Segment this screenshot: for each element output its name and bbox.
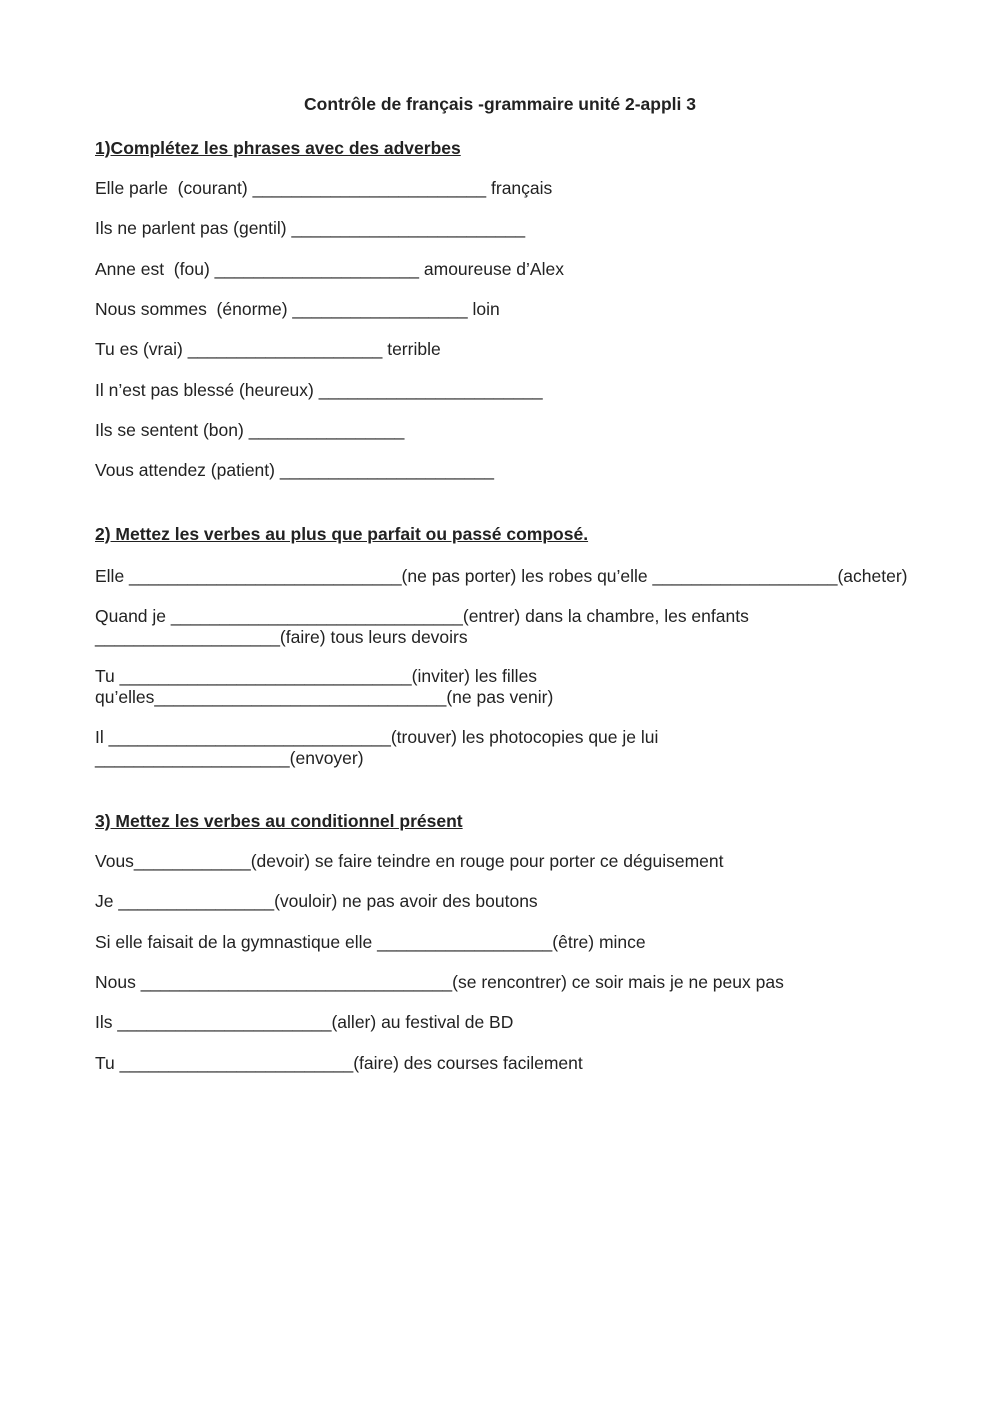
exercise-1-item-6: Il n’est pas blessé (heureux) _______________________	[95, 380, 543, 400]
exercise-1-item-1: Elle parle (courant) ________________________ français	[95, 178, 553, 198]
exercise-1-item-4: Nous sommes (énorme) __________________ loin	[95, 299, 500, 319]
exercise-2-item-4: Il _____________________________(trouver) les photocopies que je lui ____________________(envoyer)	[95, 727, 659, 768]
exercise-1-item-7: Ils se sentent (bon) ________________	[95, 420, 405, 440]
section-1-heading: 1)Complétez les phrases avec des adverbes	[95, 138, 461, 158]
exercise-3-item-3: Si elle faisait de la gymnastique elle __________________(être) mince	[95, 932, 646, 952]
exercise-3-item-1: Vous____________(devoir) se faire teindre en rouge pour porter ce déguisement	[95, 851, 724, 871]
exercise-3-item-6: Tu ________________________(faire) des courses facilement	[95, 1053, 583, 1073]
exercise-3-item-5: Ils ______________________(aller) au festival de BD	[95, 1012, 514, 1032]
exercise-2-item-1: Elle ____________________________(ne pas porter) les robes qu’elle ___________________(acheter)	[95, 566, 908, 586]
exercise-3-item-4: Nous ________________________________(se rencontrer) ce soir mais je ne peux pas	[95, 972, 784, 992]
exercise-1-item-5: Tu es (vrai) ____________________ terrible	[95, 339, 441, 359]
exercise-1-item-3: Anne est (fou) _____________________ amoureuse d’Alex	[95, 259, 564, 279]
exercise-2-item-2: Quand je ______________________________(entrer) dans la chambre, les enfants ___________________(faire) tous leurs devoirs	[95, 606, 749, 647]
section-2-heading: 2) Mettez les verbes au plus que parfait ou passé composé.	[95, 524, 589, 544]
exercise-1-item-2: Ils ne parlent pas (gentil) ________________________	[95, 218, 526, 238]
exercise-1-item-8: Vous attendez (patient) ______________________	[95, 460, 494, 480]
exercise-3-item-2: Je ________________(vouloir) ne pas avoir des boutons	[95, 891, 538, 911]
exercise-2-item-3: Tu ______________________________(inviter) les filles qu’elles______________________________(ne pas venir)	[95, 666, 554, 707]
page-title: Contrôle de français -grammaire unité 2-appli 3	[304, 94, 696, 114]
section-3-heading: 3) Mettez les verbes au conditionnel présent	[95, 811, 463, 831]
